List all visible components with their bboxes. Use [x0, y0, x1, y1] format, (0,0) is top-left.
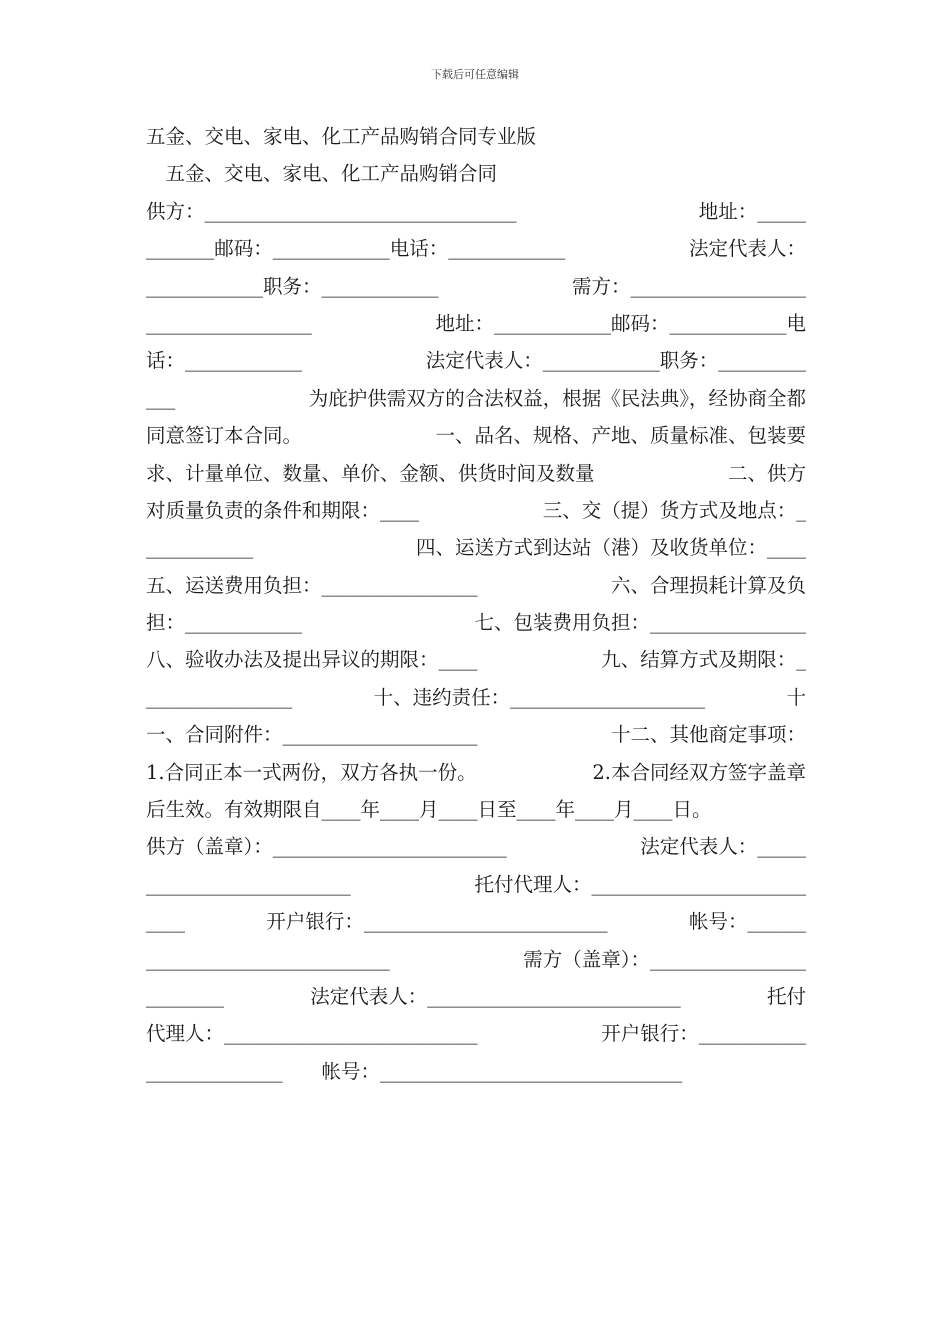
contract-text-segment: 求、计量单位、数量、单价、金额、供货时间及数量 — [146, 461, 595, 485]
contract-text-segment: _________________ — [146, 311, 312, 335]
contract-line — [146, 828, 806, 865]
contract-text-segment: 帐号：______ — [688, 910, 806, 934]
contract-line — [146, 567, 806, 604]
contract-line — [146, 866, 806, 903]
contract-text-segment: 五、运送费用负担：________________ — [146, 573, 478, 597]
contract-line — [146, 716, 806, 753]
contract-text-segment: 托付 — [766, 984, 806, 1008]
contract-text-segment: 地址：____________邮码：____________电 — [435, 311, 806, 335]
contract-line: 五金、交电、家电、化工产品购销合同专业版 — [146, 125, 537, 148]
contract-line — [146, 679, 806, 716]
contract-line — [146, 342, 806, 379]
contract-line — [146, 1015, 806, 1052]
contract-line — [146, 604, 806, 641]
contract-line — [146, 529, 806, 566]
contract-text-segment: 开户银行：___________ — [601, 1022, 806, 1046]
contract-text-segment: _________________________ — [146, 947, 390, 971]
contract-text-segment: 托付代理人：______________________ — [474, 872, 806, 896]
contract-line — [146, 268, 806, 305]
contract-text-segment: 话：____________ — [146, 349, 303, 373]
contract-line: ______________ 帐号：_______________________________ — [146, 1059, 683, 1083]
contract-line — [146, 903, 806, 940]
contract-line — [146, 230, 806, 267]
contract-text-segment: 四、运送方式到达站（港）及收货单位：____ — [415, 536, 806, 560]
contract-text-segment: 需方（盖章）：________________ — [523, 947, 806, 971]
page-header: 下载后可任意编辑 — [431, 68, 519, 81]
contract-text-segment: 法定代表人：__________________________ — [310, 984, 681, 1008]
contract-text-segment: 八、验收办法及提出异议的期限：____ — [146, 648, 478, 672]
contract-text-segment: 2.本合同经双方签字盖章 — [592, 760, 806, 784]
contract-body — [146, 118, 806, 1090]
contract-text-segment: 十二、其他商定事项： — [610, 723, 806, 747]
contract-text-segment: 法定代表人：____________职务：_________ — [425, 349, 806, 373]
contract-text-segment: 供方（盖章）：________________________ — [146, 835, 507, 859]
contract-text-segment: _______邮码：____________电话：____________ — [146, 237, 566, 261]
contract-line — [146, 417, 806, 454]
contract-line: 五金、交电、家电、化工产品购销合同 — [146, 162, 498, 186]
contract-line — [146, 978, 806, 1015]
contract-text-segment: 代理人：__________________________ — [146, 1022, 478, 1046]
contract-line — [146, 193, 806, 230]
contract-text-segment: 法定代表人： — [688, 237, 806, 261]
contract-line — [146, 492, 806, 529]
contract-text-segment: 担：____________ — [146, 611, 303, 635]
contract-line — [146, 641, 806, 678]
contract-line — [146, 941, 806, 978]
contract-text-segment: 二、供方 — [727, 461, 806, 485]
contract-line — [146, 754, 806, 791]
contract-text-segment: 九、结算方式及期限：_ — [601, 648, 806, 672]
contract-text-segment: 一、品名、规格、产地、质量标准、包装要 — [435, 424, 806, 448]
contract-text-segment: 对质量负责的条件和期限：____ — [146, 498, 420, 522]
contract-line — [146, 380, 806, 417]
contract-text-segment: 七、包装费用负担：________________ — [474, 611, 806, 635]
contract-text-segment: 需方：__________________ — [571, 274, 806, 298]
contract-text-segment: _______________ — [146, 685, 293, 709]
contract-text-segment: 供方：________________________________ — [146, 199, 517, 223]
contract-line — [146, 455, 806, 492]
contract-text-segment: 三、交（提）货方式及地点：_ — [542, 498, 806, 522]
contract-text-segment: 法定代表人：_____ — [640, 835, 806, 859]
contract-text-segment: 为庇护供需双方的合法权益，根据《民法典》，经协商全都 — [308, 386, 806, 410]
contract-text-segment: ____ — [146, 910, 185, 934]
contract-text-segment: ________ — [146, 984, 224, 1008]
contract-text-segment: 六、合理损耗计算及负 — [610, 573, 806, 597]
contract-text-segment: 十 — [786, 685, 806, 709]
contract-text-segment: ___________ — [146, 536, 254, 560]
contract-line: 后生效。有效期限自____年____月____日至____年____月____日。 — [146, 798, 712, 822]
contract-text-segment: 十、违约责任：____________________ — [373, 685, 706, 709]
contract-text-segment: ____________职务：____________ — [146, 274, 439, 298]
contract-text-segment: 地址：_____ — [698, 199, 806, 223]
contract-text-segment: ___ — [146, 386, 176, 410]
contract-line — [146, 305, 806, 342]
contract-text-segment: 1.合同正本一式两份，双方各执一份。 — [146, 760, 477, 784]
contract-text-segment: _____________________ — [146, 872, 351, 896]
contract-text-segment: 一、合同附件：____________________ — [146, 723, 478, 747]
contract-text-segment: 同意签订本合同。 — [146, 424, 303, 448]
contract-text-segment: 开户银行：_________________________ — [266, 910, 608, 934]
